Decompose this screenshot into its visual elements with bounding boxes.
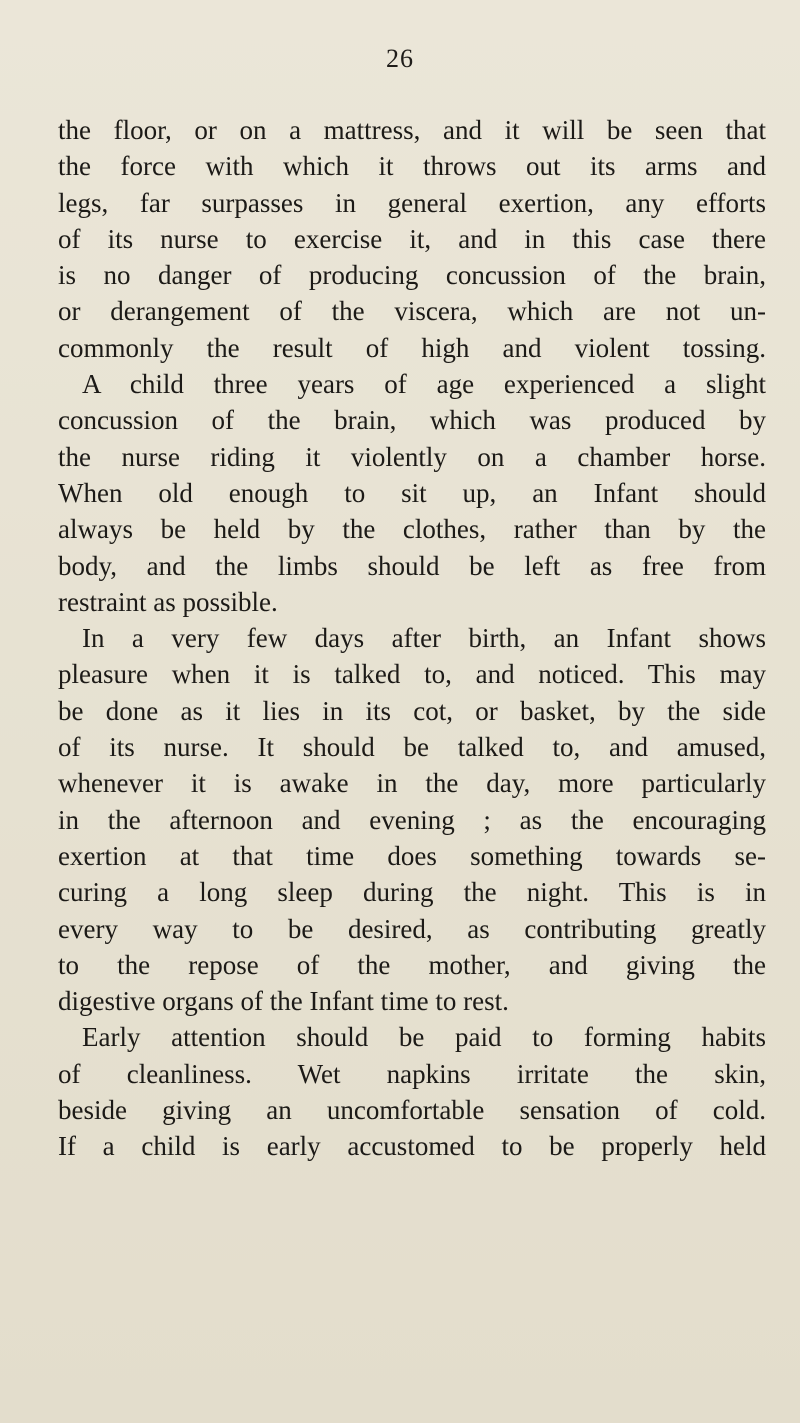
text-line: When old enough to sit up, an Infant should	[58, 477, 766, 508]
text-line: whenever it is awake in the day, more particularly	[58, 768, 766, 799]
text-line: In a very few days after birth, an Infant shows	[82, 623, 766, 654]
text-line: or derangement of the viscera, which are not un-	[58, 296, 766, 327]
text-line: If a child is early accustomed to be properly held	[58, 1131, 766, 1162]
text-line: pleasure when it is talked to, and noticed. This may	[58, 659, 766, 690]
text-line: to the repose of the mother, and giving the	[58, 949, 766, 980]
text-line: exertion at that time does something towards se-	[58, 840, 766, 871]
text-line: the force with which it throws out its arms and	[58, 151, 766, 182]
text-line: of its nurse. It should be talked to, and amused,	[58, 732, 766, 763]
text-line: the floor, or on a mattress, and it will be seen that	[58, 115, 766, 145]
text-line: concussion of the brain, which was produced by	[58, 405, 766, 436]
text-line: A child three years of age experienced a slight	[82, 369, 766, 400]
text-line: body, and the limbs should be left as free from	[58, 550, 766, 581]
text-line: is no danger of producing concussion of the brain,	[58, 260, 766, 291]
text-line: legs, far surpasses in general exertion, any efforts	[58, 187, 766, 218]
text-line: Early attention should be paid to forming habits	[82, 1022, 766, 1053]
text-line: digestive organs of the Infant time to rest.	[58, 986, 509, 1017]
body-text	[58, 112, 766, 1165]
text-line: in the afternoon and evening ; as the encouraging	[58, 804, 766, 835]
text-line: of cleanliness. Wet napkins irritate the skin,	[58, 1058, 766, 1089]
text-line: every way to be desired, as contributing greatly	[58, 913, 766, 944]
text-line: restraint as possible.	[58, 586, 278, 617]
text-line: beside giving an uncomfortable sensation of cold.	[58, 1095, 766, 1126]
text-line: always be held by the clothes, rather than by the	[58, 514, 766, 545]
page-number: 26	[386, 44, 414, 73]
text-line: of its nurse to exercise it, and in this case there	[58, 223, 766, 254]
text-line: curing a long sleep during the night. This is in	[58, 877, 766, 908]
text-line: commonly the result of high and violent tossing.	[58, 332, 766, 363]
text-line: be done as it lies in its cot, or basket, by the side	[58, 695, 766, 726]
text-line: the nurse riding it violently on a chamber horse.	[58, 441, 766, 472]
